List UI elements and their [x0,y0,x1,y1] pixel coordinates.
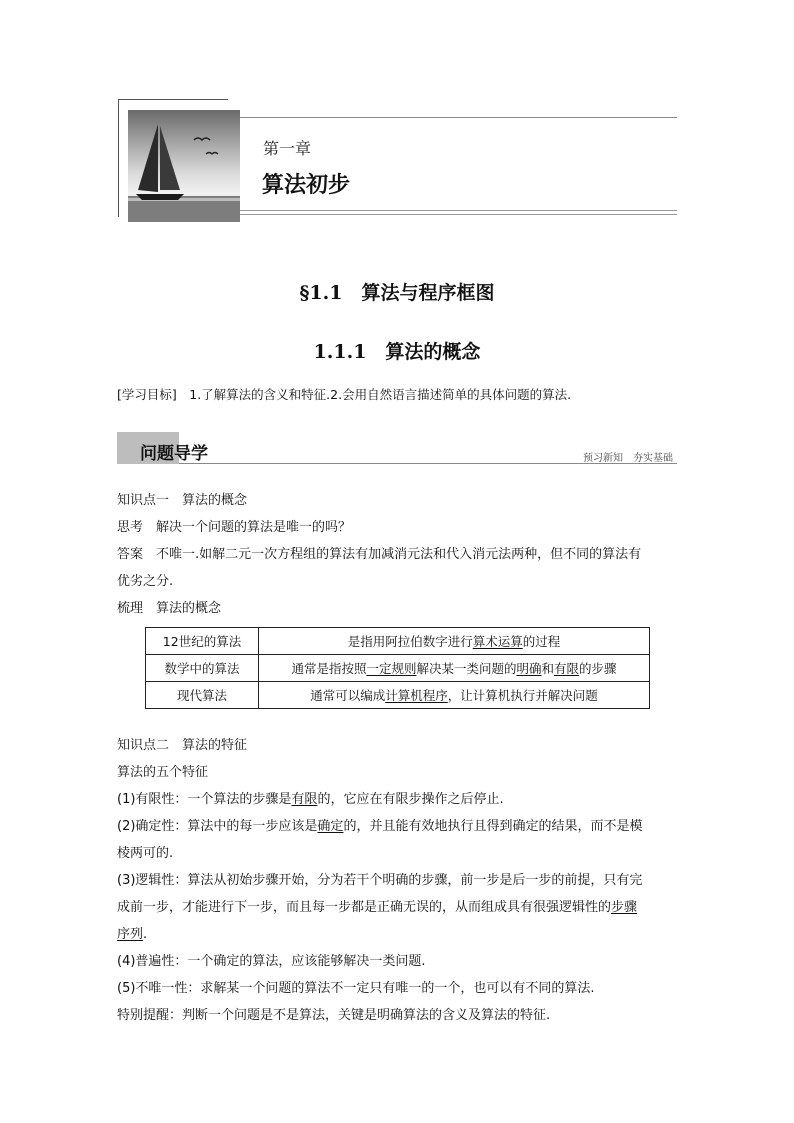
feature-3-cont: 成前一步，才能进行下一步，而且每一步都是正确无误的，从而组成具有很强逻辑性的步骤 [117,900,638,915]
sailboat-image [128,110,240,222]
feature-5: (5)不唯一性：求解某一个问题的算法不一定只有唯一的一个，也可以有不同的算法. [117,981,595,996]
answer-text: 不唯一.如解二元一次方程组的算法有加减消元法和代入消元法两种，但不同的算法有 [143,547,642,562]
table-cell-desc: 通常可以编成计算机程序，让计算机执行并解决问题 [259,682,650,709]
feature-3-end: 序列. [117,927,148,942]
section-title: §1.1 算法与程序框图 [299,282,495,304]
table-cell-name: 12世纪的算法 [146,628,259,655]
think-text: 解决一个问题的算法是唯一的吗？ [143,520,352,535]
feature-2: (2)确定性：算法中的每一步应该是确定的，并且能有效地执行且得到确定的结果，而不是模 [117,819,643,834]
table-row [146,682,650,709]
answer-line [117,545,677,565]
kp1-heading: 知识点一 算法的概念 [117,493,248,508]
table-cell-desc: 是指用阿拉伯数字进行算术运算的过程 [259,628,650,655]
chapter-title: 算法初步 [262,173,351,198]
header-rule-bottom-2 [240,214,677,215]
think-label: 思考 [117,520,144,535]
feature-1: (1)有限性：一个算法的步骤是有限的，它应在有限步操作之后停止. [117,792,504,807]
think-line [117,518,677,538]
kp2-heading: 知识点二 算法的特征 [117,738,248,753]
feature-2-cont: 棱两可的. [117,846,174,861]
table-cell-name: 数学中的算法 [146,655,259,682]
chapter-label: 第一章 [263,139,312,158]
concept-table [145,627,650,709]
table-row [146,628,650,655]
header-rule-top [240,117,677,118]
feature-3: (3)逻辑性：算法从初始步骤开始，分为若干个明确的步骤，前一步是后一步的前提，只有完 [117,873,643,888]
header-rule-bottom [240,210,677,211]
table-row [146,655,650,682]
banner-subtitle: 预习新知 夯实基础 [583,453,673,464]
special-tip: 特别提醒：判断一个问题是不是算法，关键是明确算法的含义及算法的特征. [117,1008,551,1023]
banner-title: 问题导学 [140,444,208,464]
feature-4: (4)普遍性：一个确定的算法，应该能够解决一类问题. [117,954,426,969]
sort-heading: 梳理 算法的概念 [117,601,222,616]
table-cell-name: 现代算法 [146,682,259,709]
answer-label: 答案 [117,547,144,562]
table-cell-desc: 通常是指按照一定规则解决某一类问题的明确和有限的步骤 [259,655,650,682]
learning-objectives: [学习目标] 1.了解算法的含义和特征.2.会用自然语言描述简单的具体问题的算法. [117,387,572,402]
subsection-title: 1.1.1 算法的概念 [313,341,481,363]
answer-line-2: 优劣之分. [117,574,174,589]
kp2-intro: 算法的五个特征 [117,765,209,780]
